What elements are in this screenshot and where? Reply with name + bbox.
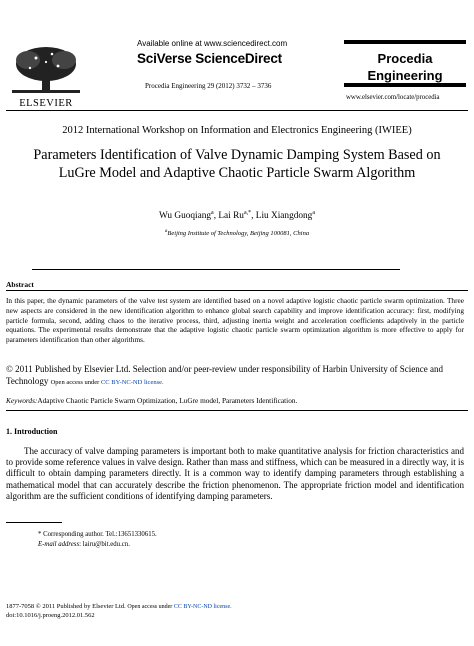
doi[interactable]: doi:10.1016/j.proeng.2012.01.562 [6, 612, 95, 619]
author-name: Wu Guoqiang [159, 211, 212, 222]
copyright-statement [6, 364, 464, 388]
footer-open-access-prefix: Open access under [127, 604, 174, 610]
author-separator: , [251, 211, 256, 222]
abstract-heading: Abstract [6, 280, 34, 289]
journal-brand-line-1: Procedia [377, 51, 433, 66]
journal-citation: Procedia Engineering 29 (2012) 3732 – 3736 [145, 82, 272, 90]
open-access-note [51, 379, 164, 386]
available-online-note: Available online at www.sciencedirect.com [137, 39, 288, 48]
issn-line [6, 603, 232, 610]
license-link[interactable]: CC BY-NC-ND license. [100, 378, 164, 386]
copyright-text: © 2011 Published by Elsevier Ltd. Selection and/or peer-review under responsibility of Harbin University of Science and Technology [6, 364, 443, 386]
elsevier-logo [6, 42, 86, 98]
abstract-text: In this paper, the dynamic parameters of the valve test system are identified based on a novel adaptive logistic chaotic particle swarm optimization. Three new aspects are considered in the new identification algorithm to enhance global search capability and improve identification accuracy: first, modifying particle formula, second, adding chaos to the iterative process, third, adjusting inertia weight and acceleration coefficients adaptively in the particle equations. The experimental results demonstrate that the adaptive logistic chaotic particle swarm optimization algorithm is more effective to apply for parameters identification than other algorithms. [6, 296, 464, 345]
affiliation-text: Beijing Institute of Technology, Beijing 100081, China [167, 230, 310, 238]
affiliation-marker: a [164, 229, 168, 234]
journal-url[interactable]: www.elsevier.com/locate/procedia [346, 94, 440, 101]
publisher-logo-text: ELSEVIER [19, 98, 73, 109]
journal-brand-title [344, 50, 466, 84]
author-affiliation-marker: a,* [243, 210, 252, 216]
open-access-prefix: Open access under [50, 378, 101, 386]
keywords-text: Adaptive Chaotic Particle Swarm Optimization, LuGre model, Parameters Identification. [37, 396, 298, 405]
author-list [0, 210, 474, 221]
header-divider [6, 110, 468, 111]
author-separator: , [213, 211, 219, 222]
author-name: Liu Xiangdong [255, 211, 313, 222]
section-heading: 1. Introduction [6, 427, 58, 436]
abstract-bottom-divider [6, 410, 468, 411]
footnote-divider [6, 522, 62, 523]
author-affiliation-marker: a [211, 210, 214, 216]
conference-name: 2012 International Workshop on Information and Electronics Engineering (IWIEE) [62, 125, 412, 136]
footer-open-access [127, 604, 231, 610]
brand-top-bar [344, 40, 466, 44]
abstract-heading-divider [6, 290, 468, 291]
keywords [6, 396, 464, 405]
affiliation [0, 229, 474, 237]
platform-name: SciVerse ScienceDirect [137, 51, 282, 66]
section-text: The accuracy of valve damping parameters is important both to make quantitative analysis for friction characteristics and to provide some reference values in valve design. Rather than mass and stiffness, which can be measured in a directly way, it is difficult to obtain damping parameters directly. It is a common way to identify damping parameters through establishing a mathematical model that can accurately describe the friction phenomenon. The appropriate friction model and identification algorithm are the sufficient conditions of identifying damping parameters. [6, 446, 464, 501]
paper-title: Parameters Identification of Valve Dynamic Damping System Based on LuGre Model and Adaptive Chaotic Particle Swarm Algorithm [33, 147, 441, 181]
corresponding-author-note: * Corresponding author. Tel.:13651330615. [38, 531, 157, 538]
author-affiliation-marker: a [312, 210, 315, 216]
abstract-top-divider [32, 269, 400, 270]
journal-brand-line-2: Engineering [367, 68, 443, 83]
keywords-label: Keywords: [6, 396, 38, 405]
issn-text: 1877-7058 © 2011 Published by Elsevier Ltd. [6, 603, 126, 610]
email-label: E-mail address [38, 541, 80, 548]
footer-license-link[interactable]: CC BY-NC-ND license. [173, 604, 232, 610]
author-name: Lai Ru [218, 211, 244, 222]
email-note [38, 541, 130, 548]
email-address[interactable]: : lairu@bit.edu.cn. [79, 541, 130, 548]
